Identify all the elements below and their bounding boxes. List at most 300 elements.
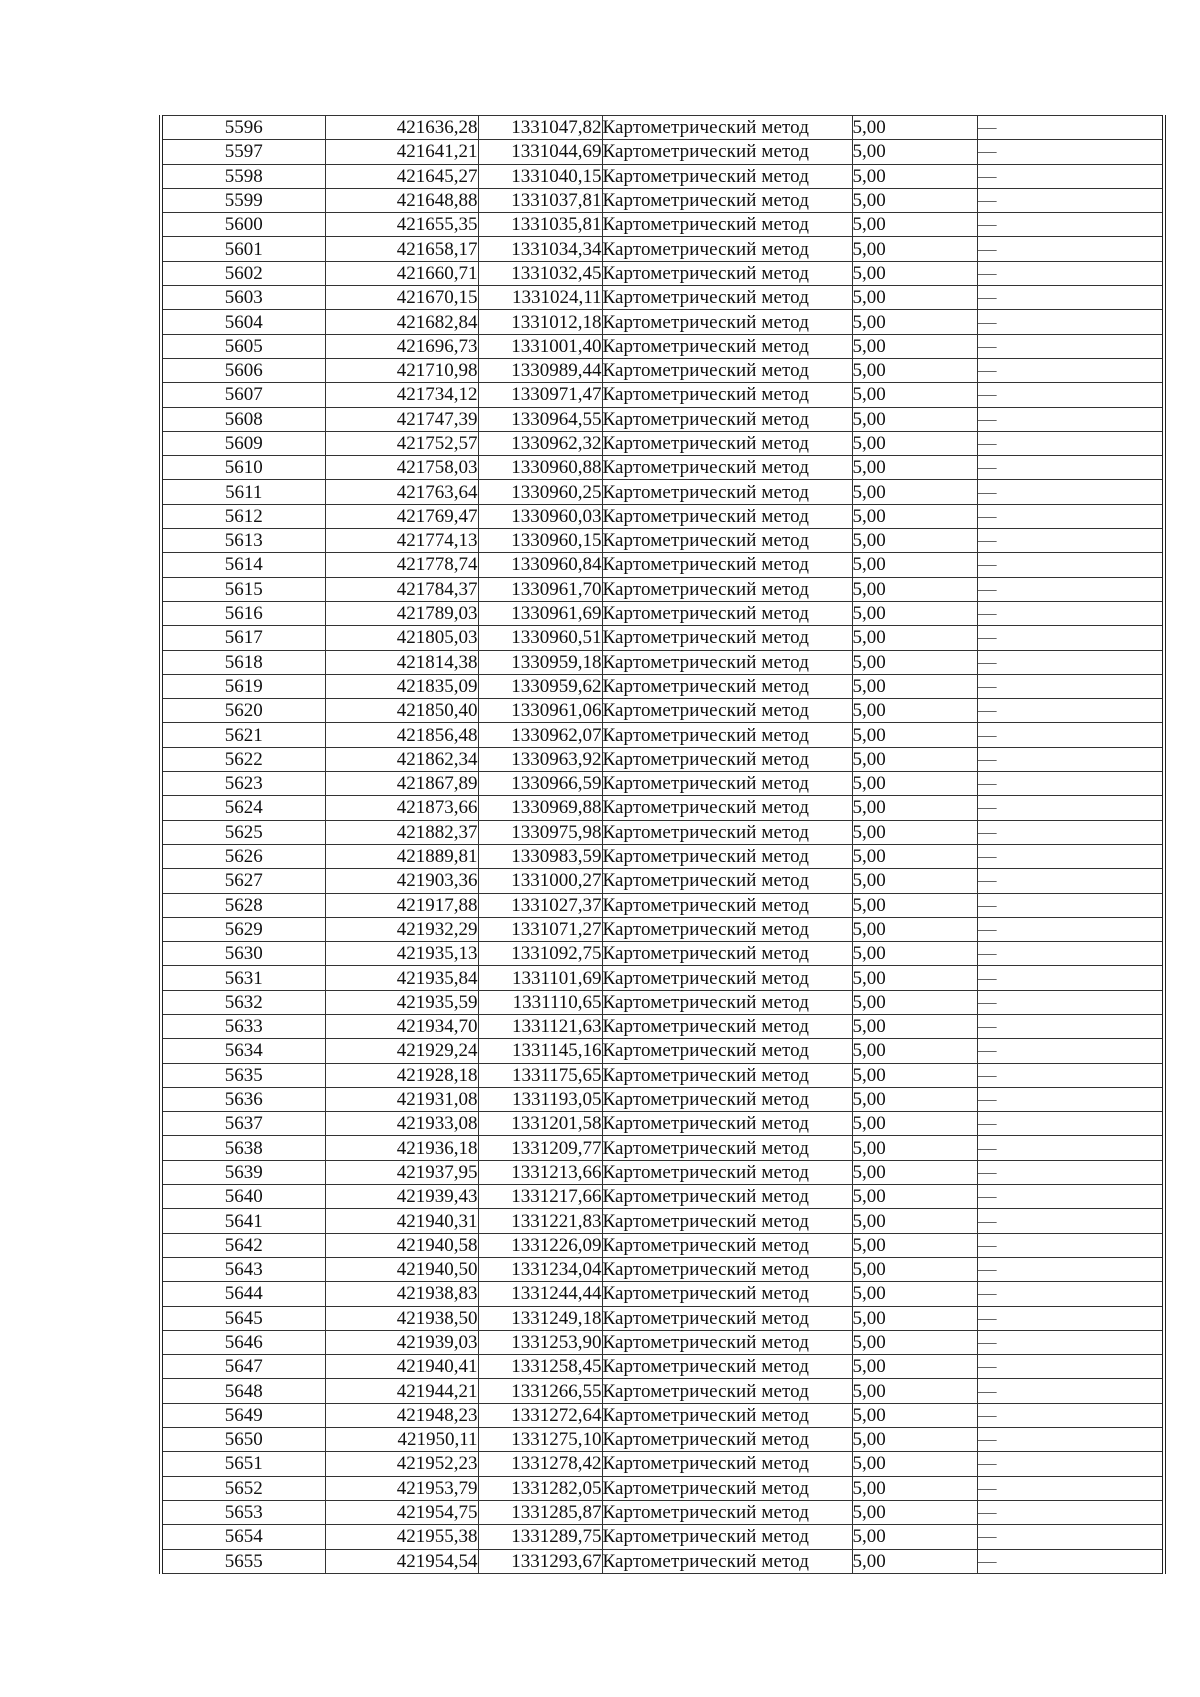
description-cell: —	[977, 942, 1164, 966]
y-coordinate-cell: 1331275,10	[478, 1428, 602, 1452]
description-cell: —	[977, 140, 1164, 164]
point-number-cell: 5602	[161, 261, 325, 285]
table-row	[161, 310, 1164, 334]
point-number-cell: 5606	[161, 358, 325, 382]
y-coordinate-cell: 1331266,55	[478, 1379, 602, 1403]
table-row	[161, 1112, 1164, 1136]
description-cell: —	[977, 869, 1164, 893]
error-cell: 5,00	[852, 1039, 977, 1063]
x-coordinate-cell: 421955,38	[325, 1525, 478, 1549]
table-row	[161, 480, 1164, 504]
point-number-cell: 5638	[161, 1136, 325, 1160]
x-coordinate-cell: 421814,38	[325, 650, 478, 674]
method-cell: Картометрический метод	[602, 1112, 852, 1136]
method-cell: Картометрический метод	[602, 990, 852, 1014]
y-coordinate-cell: 1330960,25	[478, 480, 602, 504]
error-cell: 5,00	[852, 1014, 977, 1038]
point-number-cell: 5633	[161, 1014, 325, 1038]
y-coordinate-cell: 1330971,47	[478, 383, 602, 407]
table-row	[161, 893, 1164, 917]
y-coordinate-cell: 1331145,16	[478, 1039, 602, 1063]
x-coordinate-cell: 421939,43	[325, 1185, 478, 1209]
error-cell: 5,00	[852, 601, 977, 625]
method-cell: Картометрический метод	[602, 1282, 852, 1306]
y-coordinate-cell: 1331278,42	[478, 1452, 602, 1476]
table-row	[161, 383, 1164, 407]
description-cell: —	[977, 772, 1164, 796]
point-number-cell: 5620	[161, 699, 325, 723]
error-cell: 5,00	[852, 1282, 977, 1306]
x-coordinate-cell: 421948,23	[325, 1403, 478, 1427]
method-cell: Картометрический метод	[602, 383, 852, 407]
y-coordinate-cell: 1331244,44	[478, 1282, 602, 1306]
error-cell: 5,00	[852, 261, 977, 285]
y-coordinate-cell: 1330963,92	[478, 747, 602, 771]
table-row	[161, 699, 1164, 723]
method-cell: Картометрический метод	[602, 1039, 852, 1063]
description-cell: —	[977, 1379, 1164, 1403]
y-coordinate-cell: 1331226,09	[478, 1233, 602, 1257]
point-number-cell: 5626	[161, 844, 325, 868]
point-number-cell: 5601	[161, 237, 325, 261]
y-coordinate-cell: 1330964,55	[478, 407, 602, 431]
error-cell: 5,00	[852, 844, 977, 868]
y-coordinate-cell: 1330962,07	[478, 723, 602, 747]
x-coordinate-cell: 421953,79	[325, 1476, 478, 1500]
description-cell: —	[977, 966, 1164, 990]
error-cell: 5,00	[852, 1500, 977, 1524]
error-cell: 5,00	[852, 1525, 977, 1549]
y-coordinate-cell: 1331253,90	[478, 1330, 602, 1354]
method-cell: Картометрический метод	[602, 213, 852, 237]
description-cell: —	[977, 674, 1164, 698]
description-cell: —	[977, 188, 1164, 212]
point-number-cell: 5600	[161, 213, 325, 237]
description-cell: —	[977, 529, 1164, 553]
y-coordinate-cell: 1331175,65	[478, 1063, 602, 1087]
x-coordinate-cell: 421645,27	[325, 164, 478, 188]
table-row	[161, 1282, 1164, 1306]
y-coordinate-cell: 1331001,40	[478, 334, 602, 358]
method-cell: Картометрический метод	[602, 1063, 852, 1087]
method-cell: Картометрический метод	[602, 140, 852, 164]
y-coordinate-cell: 1330969,88	[478, 796, 602, 820]
x-coordinate-cell: 421940,41	[325, 1355, 478, 1379]
error-cell: 5,00	[852, 1476, 977, 1500]
table-row	[161, 164, 1164, 188]
x-coordinate-cell: 421734,12	[325, 383, 478, 407]
method-cell: Картометрический метод	[602, 1087, 852, 1111]
point-number-cell: 5608	[161, 407, 325, 431]
method-cell: Картометрический метод	[602, 1209, 852, 1233]
method-cell: Картометрический метод	[602, 261, 852, 285]
table-row	[161, 1403, 1164, 1427]
description-cell: —	[977, 1136, 1164, 1160]
description-cell: —	[977, 1525, 1164, 1549]
x-coordinate-cell: 421952,23	[325, 1452, 478, 1476]
description-cell: —	[977, 699, 1164, 723]
table-row	[161, 820, 1164, 844]
x-coordinate-cell: 421710,98	[325, 358, 478, 382]
table-row	[161, 116, 1164, 140]
table-row	[161, 1428, 1164, 1452]
table-row	[161, 601, 1164, 625]
y-coordinate-cell: 1331209,77	[478, 1136, 602, 1160]
table-row	[161, 140, 1164, 164]
description-cell: —	[977, 261, 1164, 285]
point-number-cell: 5631	[161, 966, 325, 990]
method-cell: Картометрический метод	[602, 1330, 852, 1354]
description-cell: —	[977, 917, 1164, 941]
table-row	[161, 747, 1164, 771]
table-row	[161, 1525, 1164, 1549]
error-cell: 5,00	[852, 1209, 977, 1233]
method-cell: Картометрический метод	[602, 674, 852, 698]
point-number-cell: 5597	[161, 140, 325, 164]
error-cell: 5,00	[852, 1112, 977, 1136]
x-coordinate-cell: 421867,89	[325, 772, 478, 796]
y-coordinate-cell: 1331258,45	[478, 1355, 602, 1379]
point-number-cell: 5607	[161, 383, 325, 407]
point-number-cell: 5624	[161, 796, 325, 820]
y-coordinate-cell: 1331101,69	[478, 966, 602, 990]
description-cell: —	[977, 1209, 1164, 1233]
method-cell: Картометрический метод	[602, 626, 852, 650]
table-row	[161, 650, 1164, 674]
method-cell: Картометрический метод	[602, 1185, 852, 1209]
point-number-cell: 5625	[161, 820, 325, 844]
x-coordinate-cell: 421934,70	[325, 1014, 478, 1038]
method-cell: Картометрический метод	[602, 553, 852, 577]
method-cell: Картометрический метод	[602, 1549, 852, 1573]
point-number-cell: 5639	[161, 1160, 325, 1184]
y-coordinate-cell: 1330989,44	[478, 358, 602, 382]
table-row	[161, 1355, 1164, 1379]
coordinates-table	[159, 115, 1166, 1574]
table-row	[161, 358, 1164, 382]
table-row	[161, 286, 1164, 310]
table-row	[161, 796, 1164, 820]
y-coordinate-cell: 1331282,05	[478, 1476, 602, 1500]
description-cell: —	[977, 480, 1164, 504]
error-cell: 5,00	[852, 358, 977, 382]
description-cell: —	[977, 1063, 1164, 1087]
method-cell: Картометрический метод	[602, 601, 852, 625]
error-cell: 5,00	[852, 310, 977, 334]
error-cell: 5,00	[852, 334, 977, 358]
point-number-cell: 5614	[161, 553, 325, 577]
point-number-cell: 5651	[161, 1452, 325, 1476]
y-coordinate-cell: 1331221,83	[478, 1209, 602, 1233]
point-number-cell: 5648	[161, 1379, 325, 1403]
error-cell: 5,00	[852, 1379, 977, 1403]
description-cell: —	[977, 844, 1164, 868]
y-coordinate-cell: 1331289,75	[478, 1525, 602, 1549]
table-row	[161, 772, 1164, 796]
x-coordinate-cell: 421954,54	[325, 1549, 478, 1573]
table-row	[161, 1087, 1164, 1111]
method-cell: Картометрический метод	[602, 358, 852, 382]
point-number-cell: 5605	[161, 334, 325, 358]
y-coordinate-cell: 1330960,51	[478, 626, 602, 650]
x-coordinate-cell: 421938,83	[325, 1282, 478, 1306]
error-cell: 5,00	[852, 577, 977, 601]
point-number-cell: 5627	[161, 869, 325, 893]
table-row	[161, 529, 1164, 553]
point-number-cell: 5635	[161, 1063, 325, 1087]
description-cell: —	[977, 1306, 1164, 1330]
method-cell: Картометрический метод	[602, 966, 852, 990]
description-cell: —	[977, 650, 1164, 674]
error-cell: 5,00	[852, 820, 977, 844]
description-cell: —	[977, 310, 1164, 334]
point-number-cell: 5617	[161, 626, 325, 650]
y-coordinate-cell: 1330960,15	[478, 529, 602, 553]
x-coordinate-cell: 421939,03	[325, 1330, 478, 1354]
error-cell: 5,00	[852, 772, 977, 796]
x-coordinate-cell: 421850,40	[325, 699, 478, 723]
error-cell: 5,00	[852, 1160, 977, 1184]
x-coordinate-cell: 421655,35	[325, 213, 478, 237]
point-number-cell: 5610	[161, 456, 325, 480]
error-cell: 5,00	[852, 188, 977, 212]
method-cell: Картометрический метод	[602, 334, 852, 358]
y-coordinate-cell: 1331044,69	[478, 140, 602, 164]
description-cell: —	[977, 358, 1164, 382]
description-cell: —	[977, 626, 1164, 650]
description-cell: —	[977, 990, 1164, 1014]
method-cell: Картометрический метод	[602, 1525, 852, 1549]
table-row	[161, 1330, 1164, 1354]
y-coordinate-cell: 1331034,34	[478, 237, 602, 261]
description-cell: —	[977, 820, 1164, 844]
method-cell: Картометрический метод	[602, 772, 852, 796]
error-cell: 5,00	[852, 1087, 977, 1111]
point-number-cell: 5632	[161, 990, 325, 1014]
x-coordinate-cell: 421778,74	[325, 553, 478, 577]
x-coordinate-cell: 421935,84	[325, 966, 478, 990]
point-number-cell: 5619	[161, 674, 325, 698]
method-cell: Картометрический метод	[602, 1306, 852, 1330]
description-cell: —	[977, 407, 1164, 431]
x-coordinate-cell: 421954,75	[325, 1500, 478, 1524]
error-cell: 5,00	[852, 723, 977, 747]
table-row	[161, 990, 1164, 1014]
description-cell: —	[977, 601, 1164, 625]
x-coordinate-cell: 421648,88	[325, 188, 478, 212]
error-cell: 5,00	[852, 1355, 977, 1379]
method-cell: Картометрический метод	[602, 844, 852, 868]
error-cell: 5,00	[852, 1330, 977, 1354]
description-cell: —	[977, 1330, 1164, 1354]
description-cell: —	[977, 893, 1164, 917]
table-row	[161, 869, 1164, 893]
table-row	[161, 456, 1164, 480]
method-cell: Картометрический метод	[602, 310, 852, 334]
table-row	[161, 1306, 1164, 1330]
x-coordinate-cell: 421940,58	[325, 1233, 478, 1257]
table-row	[161, 723, 1164, 747]
error-cell: 5,00	[852, 504, 977, 528]
method-cell: Картометрический метод	[602, 1233, 852, 1257]
point-number-cell: 5636	[161, 1087, 325, 1111]
y-coordinate-cell: 1330975,98	[478, 820, 602, 844]
error-cell: 5,00	[852, 383, 977, 407]
table-row	[161, 844, 1164, 868]
point-number-cell: 5640	[161, 1185, 325, 1209]
error-cell: 5,00	[852, 431, 977, 455]
y-coordinate-cell: 1331249,18	[478, 1306, 602, 1330]
description-cell: —	[977, 1282, 1164, 1306]
method-cell: Картометрический метод	[602, 1428, 852, 1452]
error-cell: 5,00	[852, 529, 977, 553]
point-number-cell: 5637	[161, 1112, 325, 1136]
x-coordinate-cell: 421937,95	[325, 1160, 478, 1184]
x-coordinate-cell: 421789,03	[325, 601, 478, 625]
table-row	[161, 1185, 1164, 1209]
error-cell: 5,00	[852, 1549, 977, 1573]
table-row	[161, 261, 1164, 285]
error-cell: 5,00	[852, 1403, 977, 1427]
description-cell: —	[977, 431, 1164, 455]
y-coordinate-cell: 1331035,81	[478, 213, 602, 237]
method-cell: Картометрический метод	[602, 1500, 852, 1524]
point-number-cell: 5655	[161, 1549, 325, 1573]
method-cell: Картометрический метод	[602, 286, 852, 310]
method-cell: Картометрический метод	[602, 504, 852, 528]
point-number-cell: 5645	[161, 1306, 325, 1330]
table-row	[161, 1136, 1164, 1160]
point-number-cell: 5598	[161, 164, 325, 188]
method-cell: Картометрический метод	[602, 893, 852, 917]
point-number-cell: 5646	[161, 1330, 325, 1354]
coordinates-table-body	[161, 116, 1164, 1574]
y-coordinate-cell: 1331285,87	[478, 1500, 602, 1524]
error-cell: 5,00	[852, 942, 977, 966]
x-coordinate-cell: 421903,36	[325, 869, 478, 893]
method-cell: Картометрический метод	[602, 407, 852, 431]
table-row	[161, 1476, 1164, 1500]
error-cell: 5,00	[852, 893, 977, 917]
method-cell: Картометрический метод	[602, 1257, 852, 1281]
y-coordinate-cell: 1330959,18	[478, 650, 602, 674]
table-row	[161, 504, 1164, 528]
y-coordinate-cell: 1331092,75	[478, 942, 602, 966]
x-coordinate-cell: 421950,11	[325, 1428, 478, 1452]
x-coordinate-cell: 421873,66	[325, 796, 478, 820]
x-coordinate-cell: 421636,28	[325, 116, 478, 140]
x-coordinate-cell: 421752,57	[325, 431, 478, 455]
point-number-cell: 5644	[161, 1282, 325, 1306]
table-row	[161, 1549, 1164, 1573]
method-cell: Картометрический метод	[602, 917, 852, 941]
x-coordinate-cell: 421932,29	[325, 917, 478, 941]
x-coordinate-cell: 421862,34	[325, 747, 478, 771]
y-coordinate-cell: 1331234,04	[478, 1257, 602, 1281]
error-cell: 5,00	[852, 116, 977, 140]
description-cell: —	[977, 1428, 1164, 1452]
y-coordinate-cell: 1331040,15	[478, 164, 602, 188]
y-coordinate-cell: 1330959,62	[478, 674, 602, 698]
point-number-cell: 5604	[161, 310, 325, 334]
y-coordinate-cell: 1331213,66	[478, 1160, 602, 1184]
method-cell: Картометрический метод	[602, 1379, 852, 1403]
x-coordinate-cell: 421940,50	[325, 1257, 478, 1281]
description-cell: —	[977, 1549, 1164, 1573]
description-cell: —	[977, 1233, 1164, 1257]
method-cell: Картометрический метод	[602, 188, 852, 212]
x-coordinate-cell: 421805,03	[325, 626, 478, 650]
y-coordinate-cell: 1330962,32	[478, 431, 602, 455]
y-coordinate-cell: 1330960,84	[478, 553, 602, 577]
x-coordinate-cell: 421928,18	[325, 1063, 478, 1087]
description-cell: —	[977, 1160, 1164, 1184]
method-cell: Картометрический метод	[602, 577, 852, 601]
point-number-cell: 5603	[161, 286, 325, 310]
error-cell: 5,00	[852, 480, 977, 504]
description-cell: —	[977, 1112, 1164, 1136]
method-cell: Картометрический метод	[602, 1452, 852, 1476]
table-row	[161, 1379, 1164, 1403]
x-coordinate-cell: 421758,03	[325, 456, 478, 480]
error-cell: 5,00	[852, 674, 977, 698]
method-cell: Картометрический метод	[602, 1403, 852, 1427]
y-coordinate-cell: 1331037,81	[478, 188, 602, 212]
point-number-cell: 5653	[161, 1500, 325, 1524]
point-number-cell: 5622	[161, 747, 325, 771]
error-cell: 5,00	[852, 1257, 977, 1281]
description-cell: —	[977, 164, 1164, 188]
y-coordinate-cell: 1330960,88	[478, 456, 602, 480]
y-coordinate-cell: 1331000,27	[478, 869, 602, 893]
x-coordinate-cell: 421835,09	[325, 674, 478, 698]
method-cell: Картометрический метод	[602, 456, 852, 480]
error-cell: 5,00	[852, 869, 977, 893]
table-row	[161, 431, 1164, 455]
y-coordinate-cell: 1331071,27	[478, 917, 602, 941]
error-cell: 5,00	[852, 699, 977, 723]
table-row	[161, 188, 1164, 212]
error-cell: 5,00	[852, 213, 977, 237]
description-cell: —	[977, 1039, 1164, 1063]
description-cell: —	[977, 723, 1164, 747]
point-number-cell: 5642	[161, 1233, 325, 1257]
method-cell: Картометрический метод	[602, 650, 852, 674]
table-row	[161, 1039, 1164, 1063]
method-cell: Картометрический метод	[602, 237, 852, 261]
table-row	[161, 1014, 1164, 1038]
description-cell: —	[977, 1403, 1164, 1427]
point-number-cell: 5629	[161, 917, 325, 941]
table-row	[161, 1500, 1164, 1524]
y-coordinate-cell: 1330960,03	[478, 504, 602, 528]
method-cell: Картометрический метод	[602, 431, 852, 455]
table-row	[161, 1209, 1164, 1233]
x-coordinate-cell: 421882,37	[325, 820, 478, 844]
point-number-cell: 5611	[161, 480, 325, 504]
point-number-cell: 5630	[161, 942, 325, 966]
table-row	[161, 1452, 1164, 1476]
x-coordinate-cell: 421763,64	[325, 480, 478, 504]
error-cell: 5,00	[852, 747, 977, 771]
method-cell: Картометрический метод	[602, 164, 852, 188]
x-coordinate-cell: 421682,84	[325, 310, 478, 334]
point-number-cell: 5623	[161, 772, 325, 796]
table-row	[161, 1063, 1164, 1087]
description-cell: —	[977, 383, 1164, 407]
method-cell: Картометрический метод	[602, 796, 852, 820]
description-cell: —	[977, 577, 1164, 601]
